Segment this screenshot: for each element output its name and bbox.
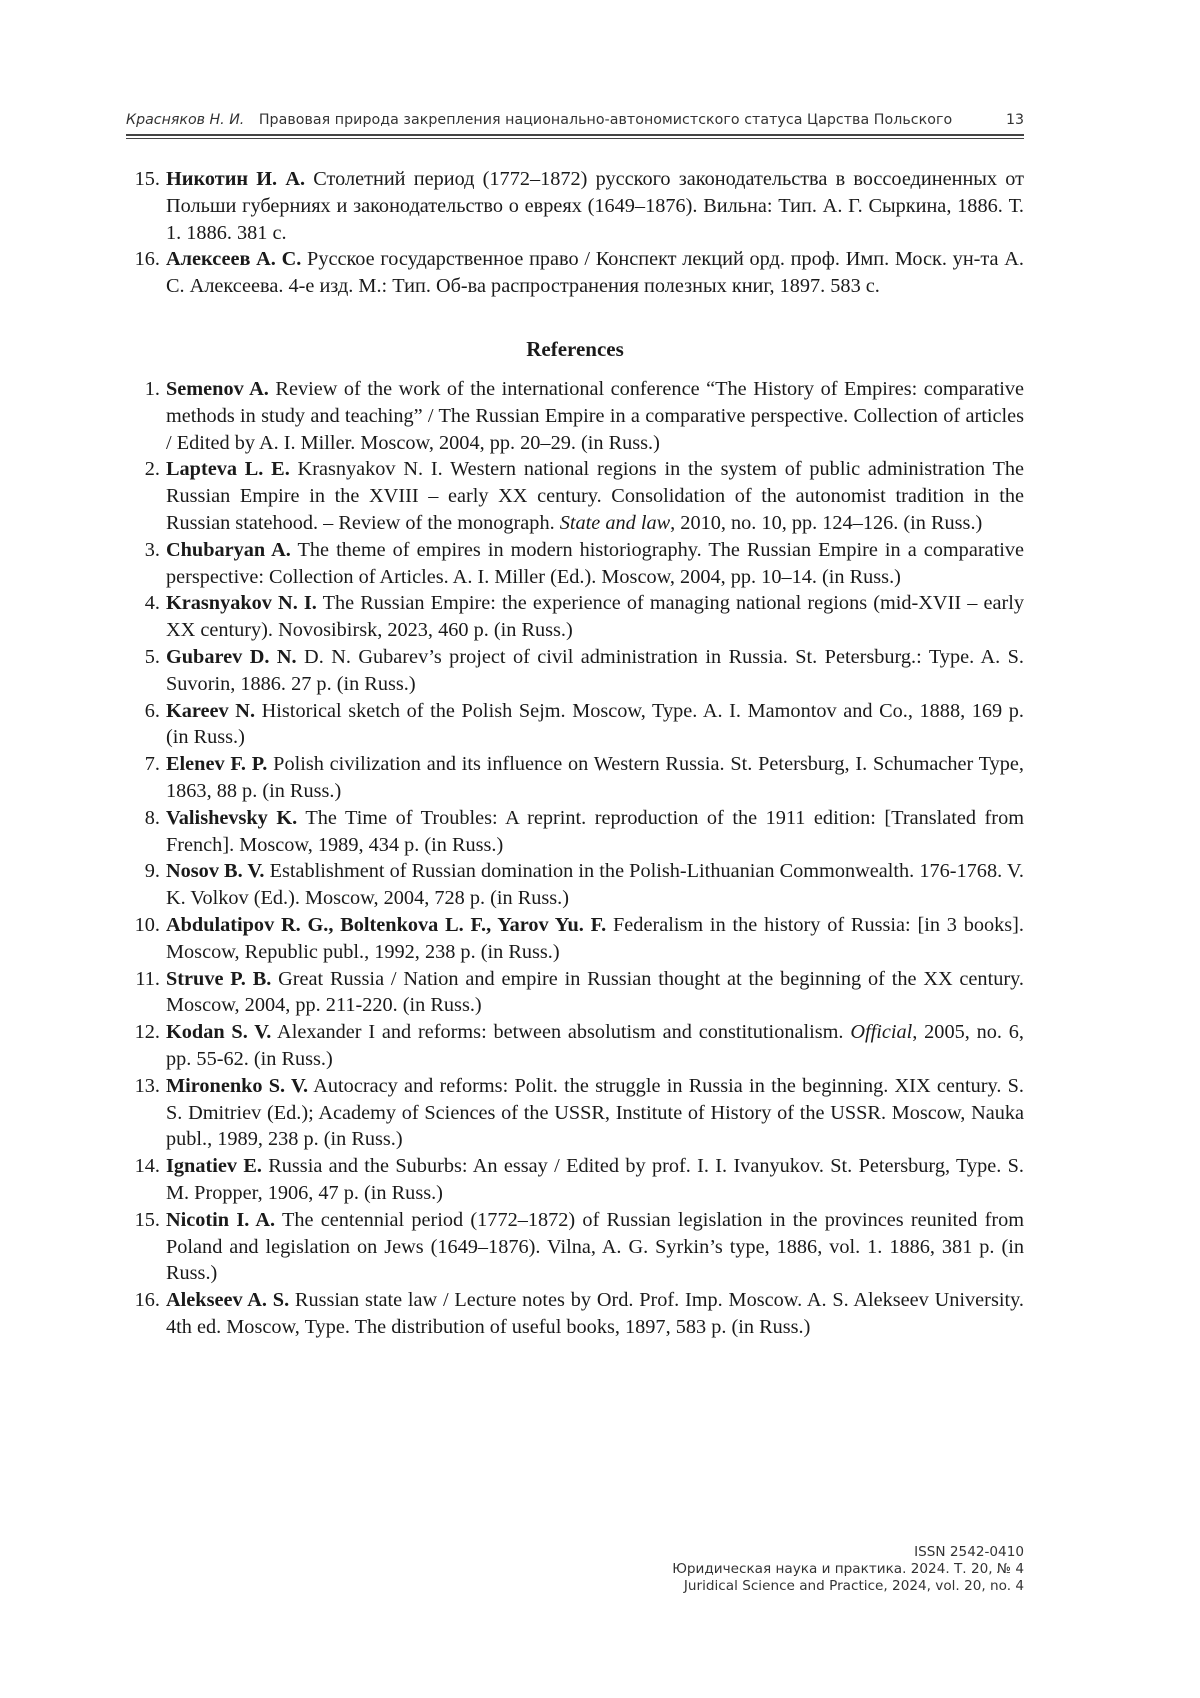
reference-author: Kareev N. xyxy=(166,699,256,722)
reference-text: Столетний период (1772–1872) русского законодательства в воссоединенных от Польши губерниях и законодательство о евреях (1649–1876). Вильна: Тип. А. Г. Сыркина, 1886. Т. 1. 1886. 381 с. xyxy=(166,168,1025,244)
reference-text: The theme of empires in modern historiography. The Russian Empire in a comparative perspective: Collection of Articles. A. I. Miller (Ed.). Moscow, 2004, pp. 10–14. (in Russ.) xyxy=(166,538,1024,588)
reference-source-title: Official xyxy=(850,1021,913,1044)
header-authors: Красняков Н. И. xyxy=(126,112,245,128)
reference-author: Mironenko S. V. xyxy=(166,1074,309,1097)
reference-text: The Time of Troubles: A reprint. reproduction of the 1911 edition: [Translated from French]. Moscow, 1989, 434 p. (in Russ.) xyxy=(166,806,1024,856)
reference-entry xyxy=(126,1287,1024,1341)
reference-entry xyxy=(126,376,1024,456)
reference-entry xyxy=(126,805,1024,859)
reference-entry xyxy=(126,166,1024,246)
reference-number: 11. xyxy=(135,967,160,990)
reference-author: Kodan S. V. xyxy=(166,1021,272,1044)
reference-text: Establishment of Russian domination in the Polish-Lithuanian Commonwealth. 176-1768. V. K. Volkov (Ed.). Moscow, 2004, 728 p. (in Russ.) xyxy=(166,860,1024,910)
reference-number: 12. xyxy=(134,1021,160,1044)
header-rule-thin xyxy=(126,138,1024,139)
footer-journal-en: Juridical Science and Practice, 2024, vol. 20, no. 4 xyxy=(683,1578,1024,1594)
reference-author: Nosov B. V. xyxy=(166,860,265,883)
reference-author: Alekseev A. S. xyxy=(166,1289,290,1312)
reference-entry xyxy=(126,1153,1024,1207)
reference-author: Valishevsky K. xyxy=(166,806,298,829)
reference-author: Semenov A. xyxy=(166,378,269,400)
reference-number: 6. xyxy=(144,699,160,722)
reference-number: 15. xyxy=(134,1208,160,1231)
reference-entry xyxy=(126,1019,1024,1073)
reference-entry xyxy=(126,966,1024,1020)
reference-entry xyxy=(126,698,1024,752)
reference-author: Nicotin I. A. xyxy=(166,1208,276,1231)
reference-number: 10. xyxy=(134,913,160,936)
reference-entry xyxy=(126,537,1024,591)
reference-number: 9. xyxy=(144,860,160,883)
reference-author: Gubarev D. N. xyxy=(166,645,297,668)
reference-author: Elenev F. P. xyxy=(166,753,268,776)
reference-author: Ignatiev E. xyxy=(166,1155,262,1178)
reference-number: 2. xyxy=(144,458,160,481)
reference-author: Алексеев А. С. xyxy=(166,248,302,271)
russian-references-continued xyxy=(126,166,1024,300)
reference-author: Struve P. B. xyxy=(166,967,272,990)
reference-text: Russian state law / Lecture notes by Ord. Prof. Imp. Moscow. A. S. Alekseev University. 4th ed. Moscow, Type. The distribution of useful books, 1897, 583 p. (in Russ.) xyxy=(166,1289,1024,1338)
reference-text: D. N. Gubarev’s project of civil administration in Russia. St. Petersburg.: Type. A. S. Suvorin, 1886. 27 p. (in Russ.) xyxy=(166,645,1024,695)
reference-entry xyxy=(126,456,1024,536)
reference-text: Krasnyakov N. I. Western national regions in the system of public administration The Russian Empire in the XVIII – early XX century. Consolidation of the autonomist tradition in the Russian statehood. – Review of the monograph. xyxy=(166,458,1024,534)
reference-entry xyxy=(126,1073,1024,1153)
reference-number: 13. xyxy=(134,1074,160,1097)
reference-number: 7. xyxy=(144,753,160,776)
reference-text-tail: , 2010, no. 10, pp. 124–126. (in Russ.) xyxy=(670,511,983,534)
reference-number: 15. xyxy=(134,168,160,190)
reference-entry xyxy=(126,644,1024,698)
reference-text: Russia and the Suburbs: An essay / Edited by prof. I. I. Ivanyukov. St. Petersburg, Type. S. M. Propper, 1906, 47 p. (in Russ.) xyxy=(166,1155,1024,1204)
header-rule-thick xyxy=(126,134,1024,136)
footer-issn: ISSN 2542-0410 xyxy=(914,1544,1024,1560)
page-number: 13 xyxy=(1005,112,1024,128)
reference-text: Review of the work of the international conference “The History of Empires: comparative methods in study and teaching” / The Russian Empire in a comparative perspective. Collection of articles / Edited by A. I. Miller. Moscow, 2004, pp. 20–29. (in Russ.) xyxy=(166,378,1024,454)
reference-number: 3. xyxy=(144,538,160,561)
reference-number: 4. xyxy=(144,592,160,615)
journal-footer xyxy=(672,1544,1024,1595)
reference-entry xyxy=(126,246,1024,300)
reference-author: Lapteva L. E. xyxy=(166,458,290,481)
reference-text: The Russian Empire: the experience of managing national regions (mid-XVII – early XX century). Novosibirsk, 2023, 460 p. (in Russ.) xyxy=(166,592,1024,642)
reference-entry xyxy=(126,912,1024,966)
reference-number: 1. xyxy=(144,378,160,400)
reference-number: 14. xyxy=(134,1155,160,1178)
reference-text: Historical sketch of the Polish Sejm. Moscow, Type. A. I. Mamontov and Co., 1888, 169 p. (in Russ.) xyxy=(166,699,1024,749)
reference-text: Русское государственное право / Конспект лекций орд. проф. Имп. Моск. ун-та А. С. Алексеева. 4-е изд. М.: Тип. Об-ва распространения полезных книг, 1897. 583 с. xyxy=(166,248,1024,298)
reference-entry xyxy=(126,590,1024,644)
reference-number: 5. xyxy=(144,645,160,668)
reference-number: 16. xyxy=(134,248,160,271)
reference-text: Polish civilization and its influence on Western Russia. St. Petersburg, I. Schumacher Type, 1863, 88 p. (in Russ.) xyxy=(166,753,1024,802)
reference-text: The centennial period (1772–1872) of Russian legislation in the provinces reunited from Poland and legislation on Jews (1649–1876). Vilna, A. G. Syrkin’s type, 1886, vol. 1. 1886, 381 p. (in Russ.) xyxy=(166,1208,1024,1285)
reference-text: Great Russia / Nation and empire in Russian thought at the beginning of the XX century. Moscow, 2004, pp. 211-220. (in Russ.) xyxy=(166,967,1025,1017)
references-list xyxy=(126,376,1024,1341)
reference-text: Alexander I and reforms: between absolutism and constitutionalism. xyxy=(271,1021,851,1044)
reference-author: Krasnyakov N. I. xyxy=(166,592,317,615)
reference-source-title: State and law xyxy=(559,511,671,534)
reference-text: Autocracy and reforms: Polit. the struggle in Russia in the beginning. XIX century. S. S. Dmitriev (Ed.); Academy of Sciences of the USSR, Institute of History of the USSR. Moscow, Nauka publ., 1989, 238 p. (in Russ.) xyxy=(166,1074,1024,1151)
footer-journal-ru: Юридическая наука и практика. 2024. Т. 20, № 4 xyxy=(672,1561,1024,1577)
reference-number: 16. xyxy=(134,1289,160,1312)
reference-text-tail: , 2005, no. 6, pp. 55-62. (in Russ.) xyxy=(166,1021,1024,1070)
reference-entry xyxy=(126,858,1024,912)
references-heading: References xyxy=(526,337,624,361)
reference-author: Abdulatipov R. G., Boltenkova L. F., Yarov Yu. F. xyxy=(166,913,607,936)
reference-entry xyxy=(126,1207,1024,1287)
reference-author: Никотин И. А. xyxy=(166,168,306,190)
reference-author: Chubaryan A. xyxy=(166,538,291,561)
reference-text: Federalism in the history of Russia: [in 3 books]. Moscow, Republic publ., 1992, 238 p. (in Russ.) xyxy=(166,913,1024,963)
reference-number: 8. xyxy=(144,806,160,829)
header-title: Правовая природа закрепления национально-автономистского статуса Царства Польского xyxy=(258,112,953,128)
reference-entry xyxy=(126,751,1024,805)
